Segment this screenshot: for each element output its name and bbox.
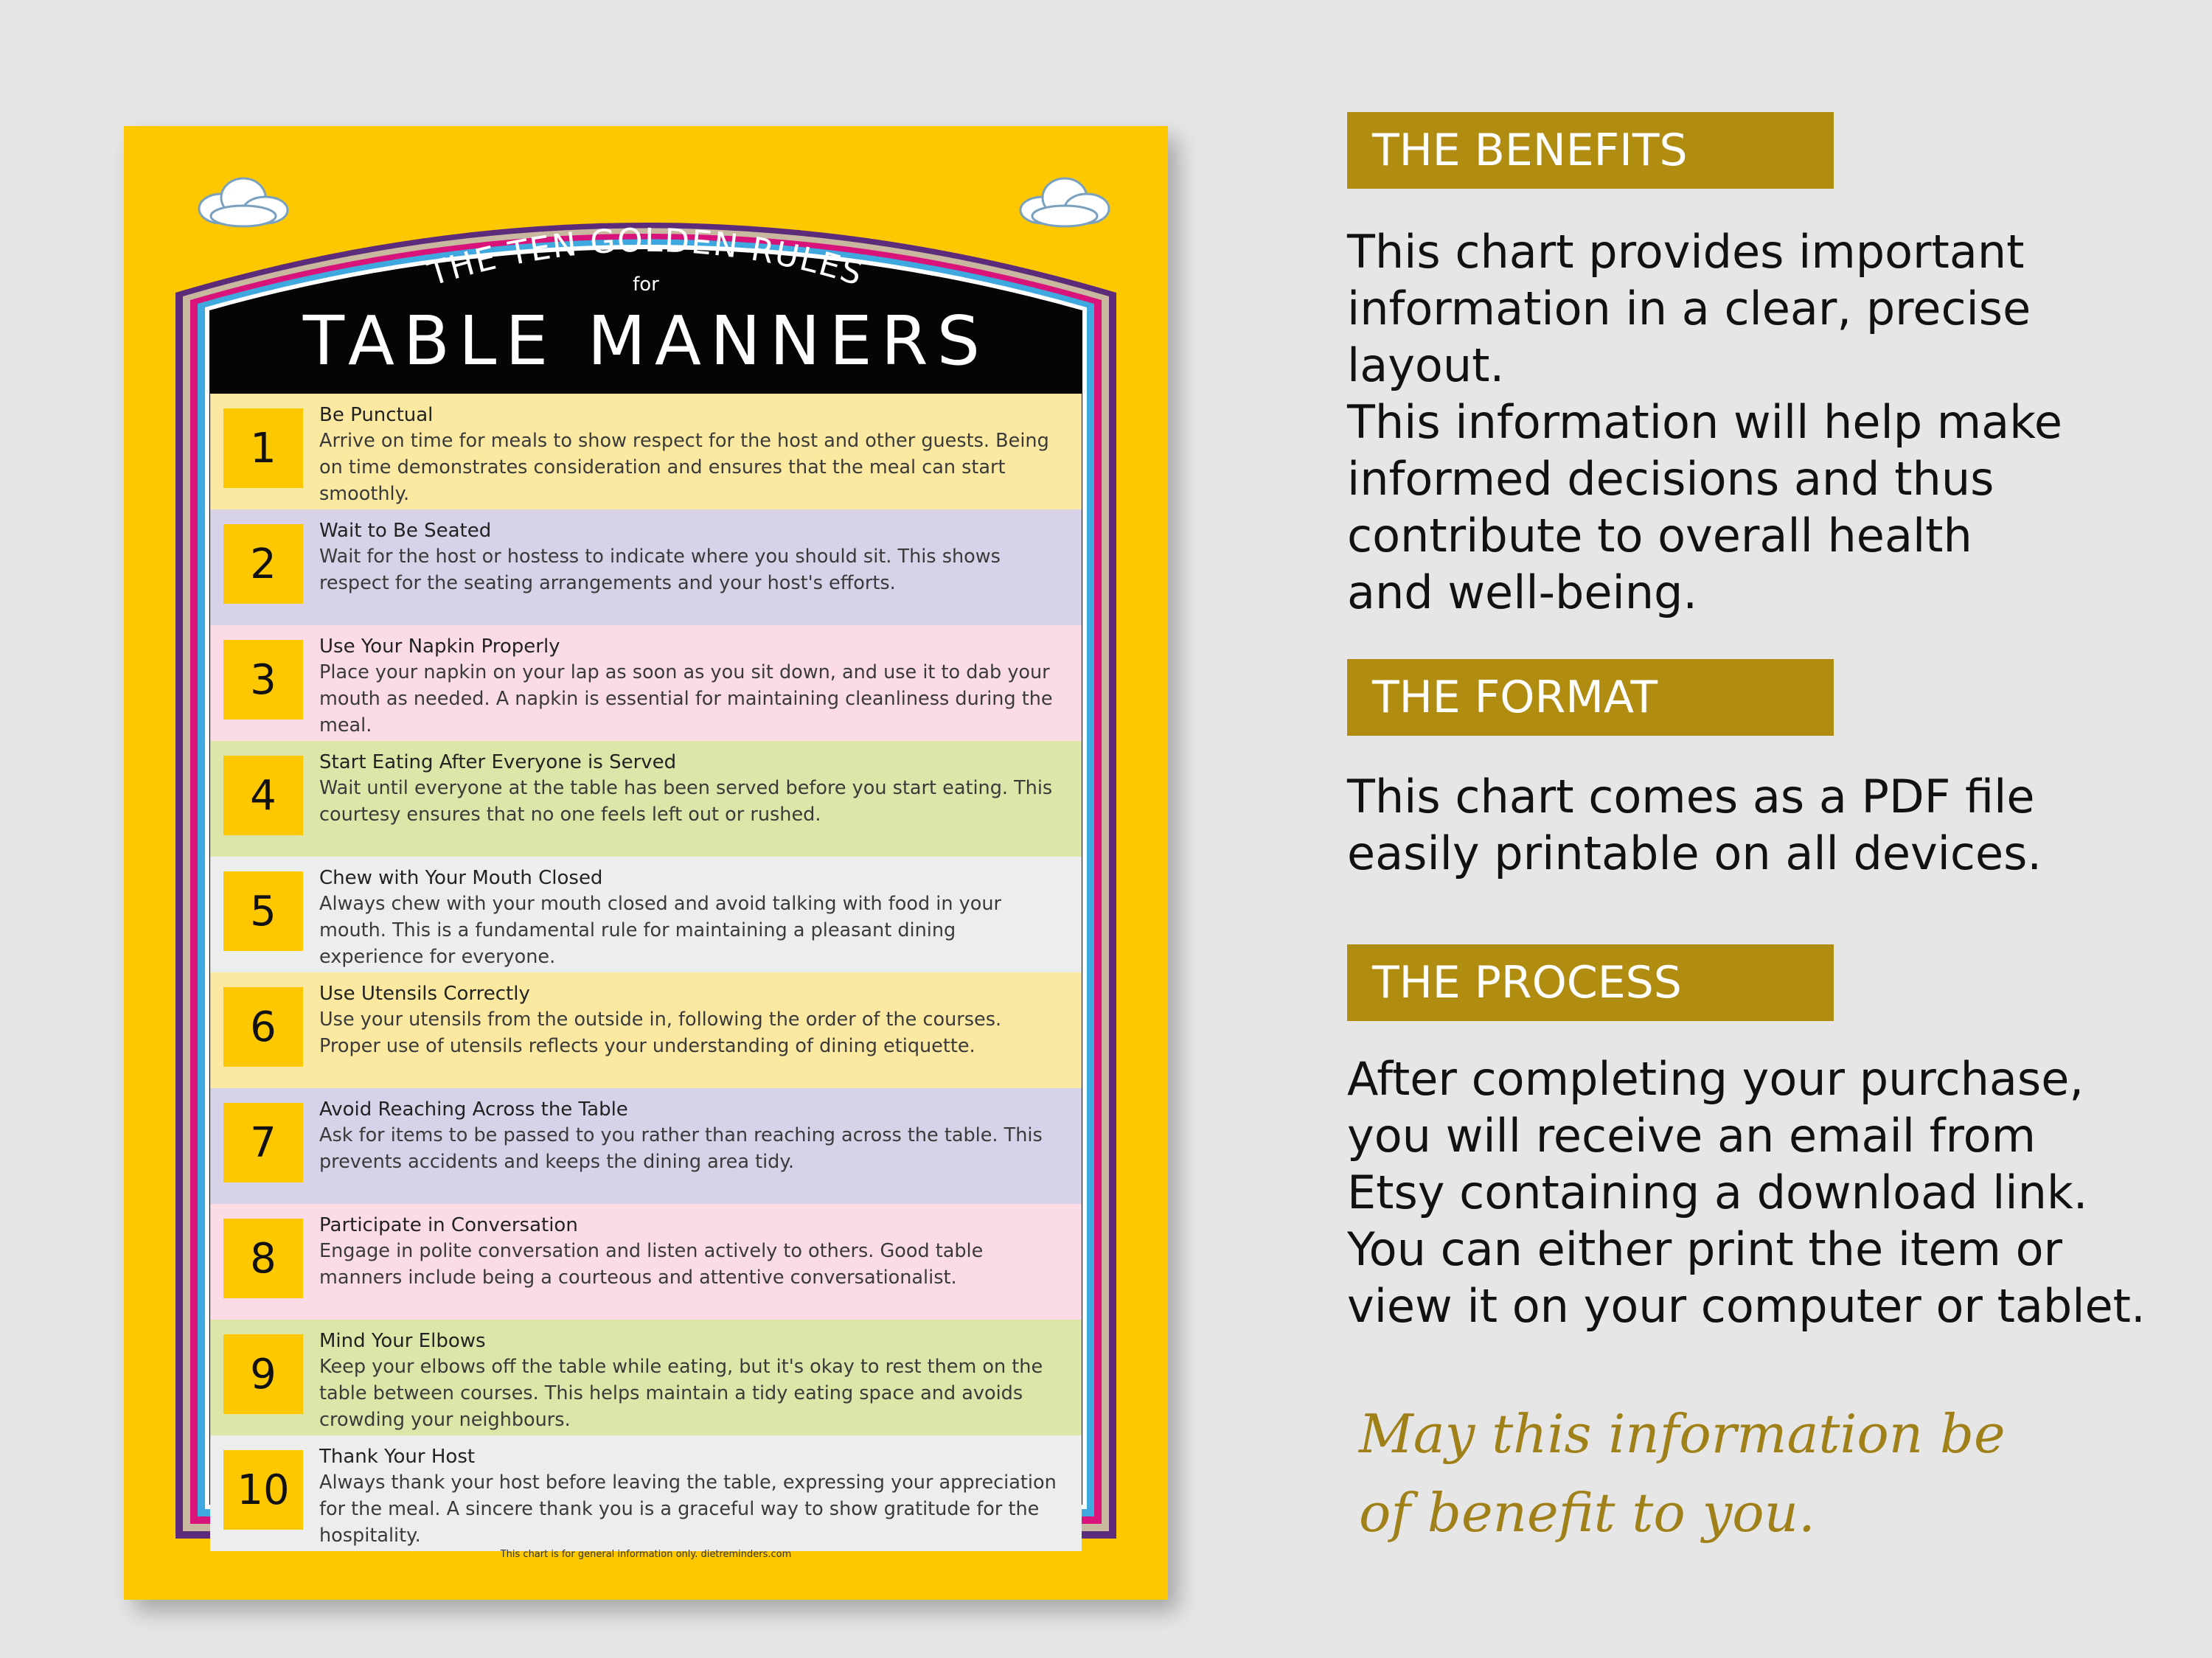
header-for: for xyxy=(633,274,659,296)
rule-description: Wait for the host or hostess to indicate where you should sit. This shows respect for the seating arrangements and your host's efforts. xyxy=(319,546,1001,594)
benefits-line: and well-being. xyxy=(1347,565,1698,619)
rule-description: Place your napkin on your lap as soon as you sit down, and use it to dab your mouth as needed. A napkin is essential for maintaining cleanliness during the meal. xyxy=(319,661,1053,736)
rule-text-block xyxy=(319,1328,1065,1433)
list-item xyxy=(210,625,1082,741)
rule-text-block xyxy=(319,1213,1065,1291)
rule-number: 6 xyxy=(223,987,303,1067)
footer-note: This chart is for general information only. dietreminders.com xyxy=(500,1549,792,1560)
rule-text-block xyxy=(319,1097,1065,1175)
rule-text-block xyxy=(319,518,1065,596)
rule-number: 3 xyxy=(223,640,303,720)
rule-title: Chew with Your Mouth Closed xyxy=(319,867,603,889)
process-line: After completing your purchase, xyxy=(1347,1052,2084,1106)
list-item xyxy=(210,394,1082,509)
list-item xyxy=(210,1320,1082,1435)
benefits-line: layout. xyxy=(1347,338,1505,392)
process-header: THE PROCESS xyxy=(1347,944,1834,1021)
benefits-line: information in a clear, precise xyxy=(1347,282,2031,335)
benefits-line: This information will help make xyxy=(1347,395,2062,449)
rule-title: Wait to Be Seated xyxy=(319,520,492,542)
blessing-line: of benefit to you. xyxy=(1359,1482,1815,1544)
rule-title: Avoid Reaching Across the Table xyxy=(319,1098,628,1121)
rule-text-block xyxy=(319,865,1065,970)
rule-text-block xyxy=(319,750,1065,828)
rule-description: Wait until everyone at the table has been served before you start eating. This courtesy ensures that no one feels left out or rushed. xyxy=(319,777,1053,826)
process-line: You can either print the item or xyxy=(1347,1222,2063,1276)
rule-title: Participate in Conversation xyxy=(319,1214,578,1236)
rule-number: 10 xyxy=(223,1450,303,1530)
list-item xyxy=(210,972,1082,1088)
rule-description: Always chew with your mouth closed and avoid talking with food in your mouth. This is a fundamental rule for maintaining a pleasant dining experience for everyone. xyxy=(319,893,1001,968)
rule-title: Use Utensils Correctly xyxy=(319,983,530,1005)
rule-title: Start Eating After Everyone is Served xyxy=(319,751,677,773)
format-line: easily printable on all devices. xyxy=(1347,826,2042,880)
rule-number: 9 xyxy=(223,1334,303,1414)
rule-number: 7 xyxy=(223,1103,303,1182)
format-header: THE FORMAT xyxy=(1347,659,1834,736)
format-text xyxy=(1347,768,2158,882)
benefits-line: contribute to overall health xyxy=(1347,509,1972,562)
page-title: TABLE MANNERS xyxy=(302,302,990,380)
benefits-line: This chart provides important xyxy=(1347,225,2025,279)
rule-description: Engage in polite conversation and listen actively to others. Good table manners include being a courteous and attentive conversationalist. xyxy=(319,1240,984,1289)
rule-title: Mind Your Elbows xyxy=(319,1330,486,1352)
format-line: This chart comes as a PDF file xyxy=(1347,770,2035,823)
benefits-text xyxy=(1347,223,2158,621)
rule-description: Always thank your host before leaving the table, expressing your appreciation for the meal. A sincere thank you is a graceful way to show gratitude for the hospitality. xyxy=(319,1471,1057,1547)
header-line1: THE TEN GOLDEN RULES xyxy=(424,221,868,294)
rule-number: 5 xyxy=(223,871,303,951)
rule-description: Ask for items to be passed to you rather than reaching across the table. This prevents accidents and keeps the dining area tidy. xyxy=(319,1124,1043,1173)
rule-text-block xyxy=(319,403,1065,507)
rule-number: 1 xyxy=(223,408,303,488)
rules-list xyxy=(210,394,1082,1551)
list-item xyxy=(210,509,1082,625)
rule-title: Thank Your Host xyxy=(319,1446,476,1468)
list-item xyxy=(210,857,1082,972)
list-item xyxy=(210,1435,1082,1551)
rule-description: Arrive on time for meals to show respect for the host and other guests. Being on time demonstrates consideration and ensures that the meal can start smoothly. xyxy=(319,430,1049,505)
rule-title: Be Punctual xyxy=(319,404,434,426)
rule-number: 4 xyxy=(223,756,303,835)
blessing-text xyxy=(1359,1395,2023,1553)
list-item xyxy=(210,1088,1082,1204)
rule-text-block xyxy=(319,634,1065,739)
rule-description: Keep your elbows off the table while eating, but it's okay to rest them on the table between courses. This helps maintain a tidy eating space and avoids crowding your neighbours. xyxy=(319,1356,1043,1431)
process-line: you will receive an email from xyxy=(1347,1109,2036,1163)
rule-title: Use Your Napkin Properly xyxy=(319,635,560,658)
rule-number: 8 xyxy=(223,1219,303,1298)
rule-number: 2 xyxy=(223,524,303,604)
process-text xyxy=(1347,1051,2158,1334)
poster xyxy=(124,126,1168,1600)
rule-text-block xyxy=(319,1444,1065,1549)
rule-description: Use your utensils from the outside in, following the order of the courses. Proper use of utensils reflects your understanding of dining etiquette. xyxy=(319,1009,1002,1057)
list-item xyxy=(210,1204,1082,1320)
process-line: Etsy containing a download link. xyxy=(1347,1166,2088,1219)
blessing-line: May this information be xyxy=(1359,1403,2006,1465)
benefits-header: THE BENEFITS xyxy=(1347,112,1834,189)
process-line: view it on your computer or tablet. xyxy=(1347,1279,2146,1333)
rule-text-block xyxy=(319,981,1065,1059)
benefits-line: informed decisions and thus xyxy=(1347,452,1994,506)
list-item xyxy=(210,741,1082,857)
